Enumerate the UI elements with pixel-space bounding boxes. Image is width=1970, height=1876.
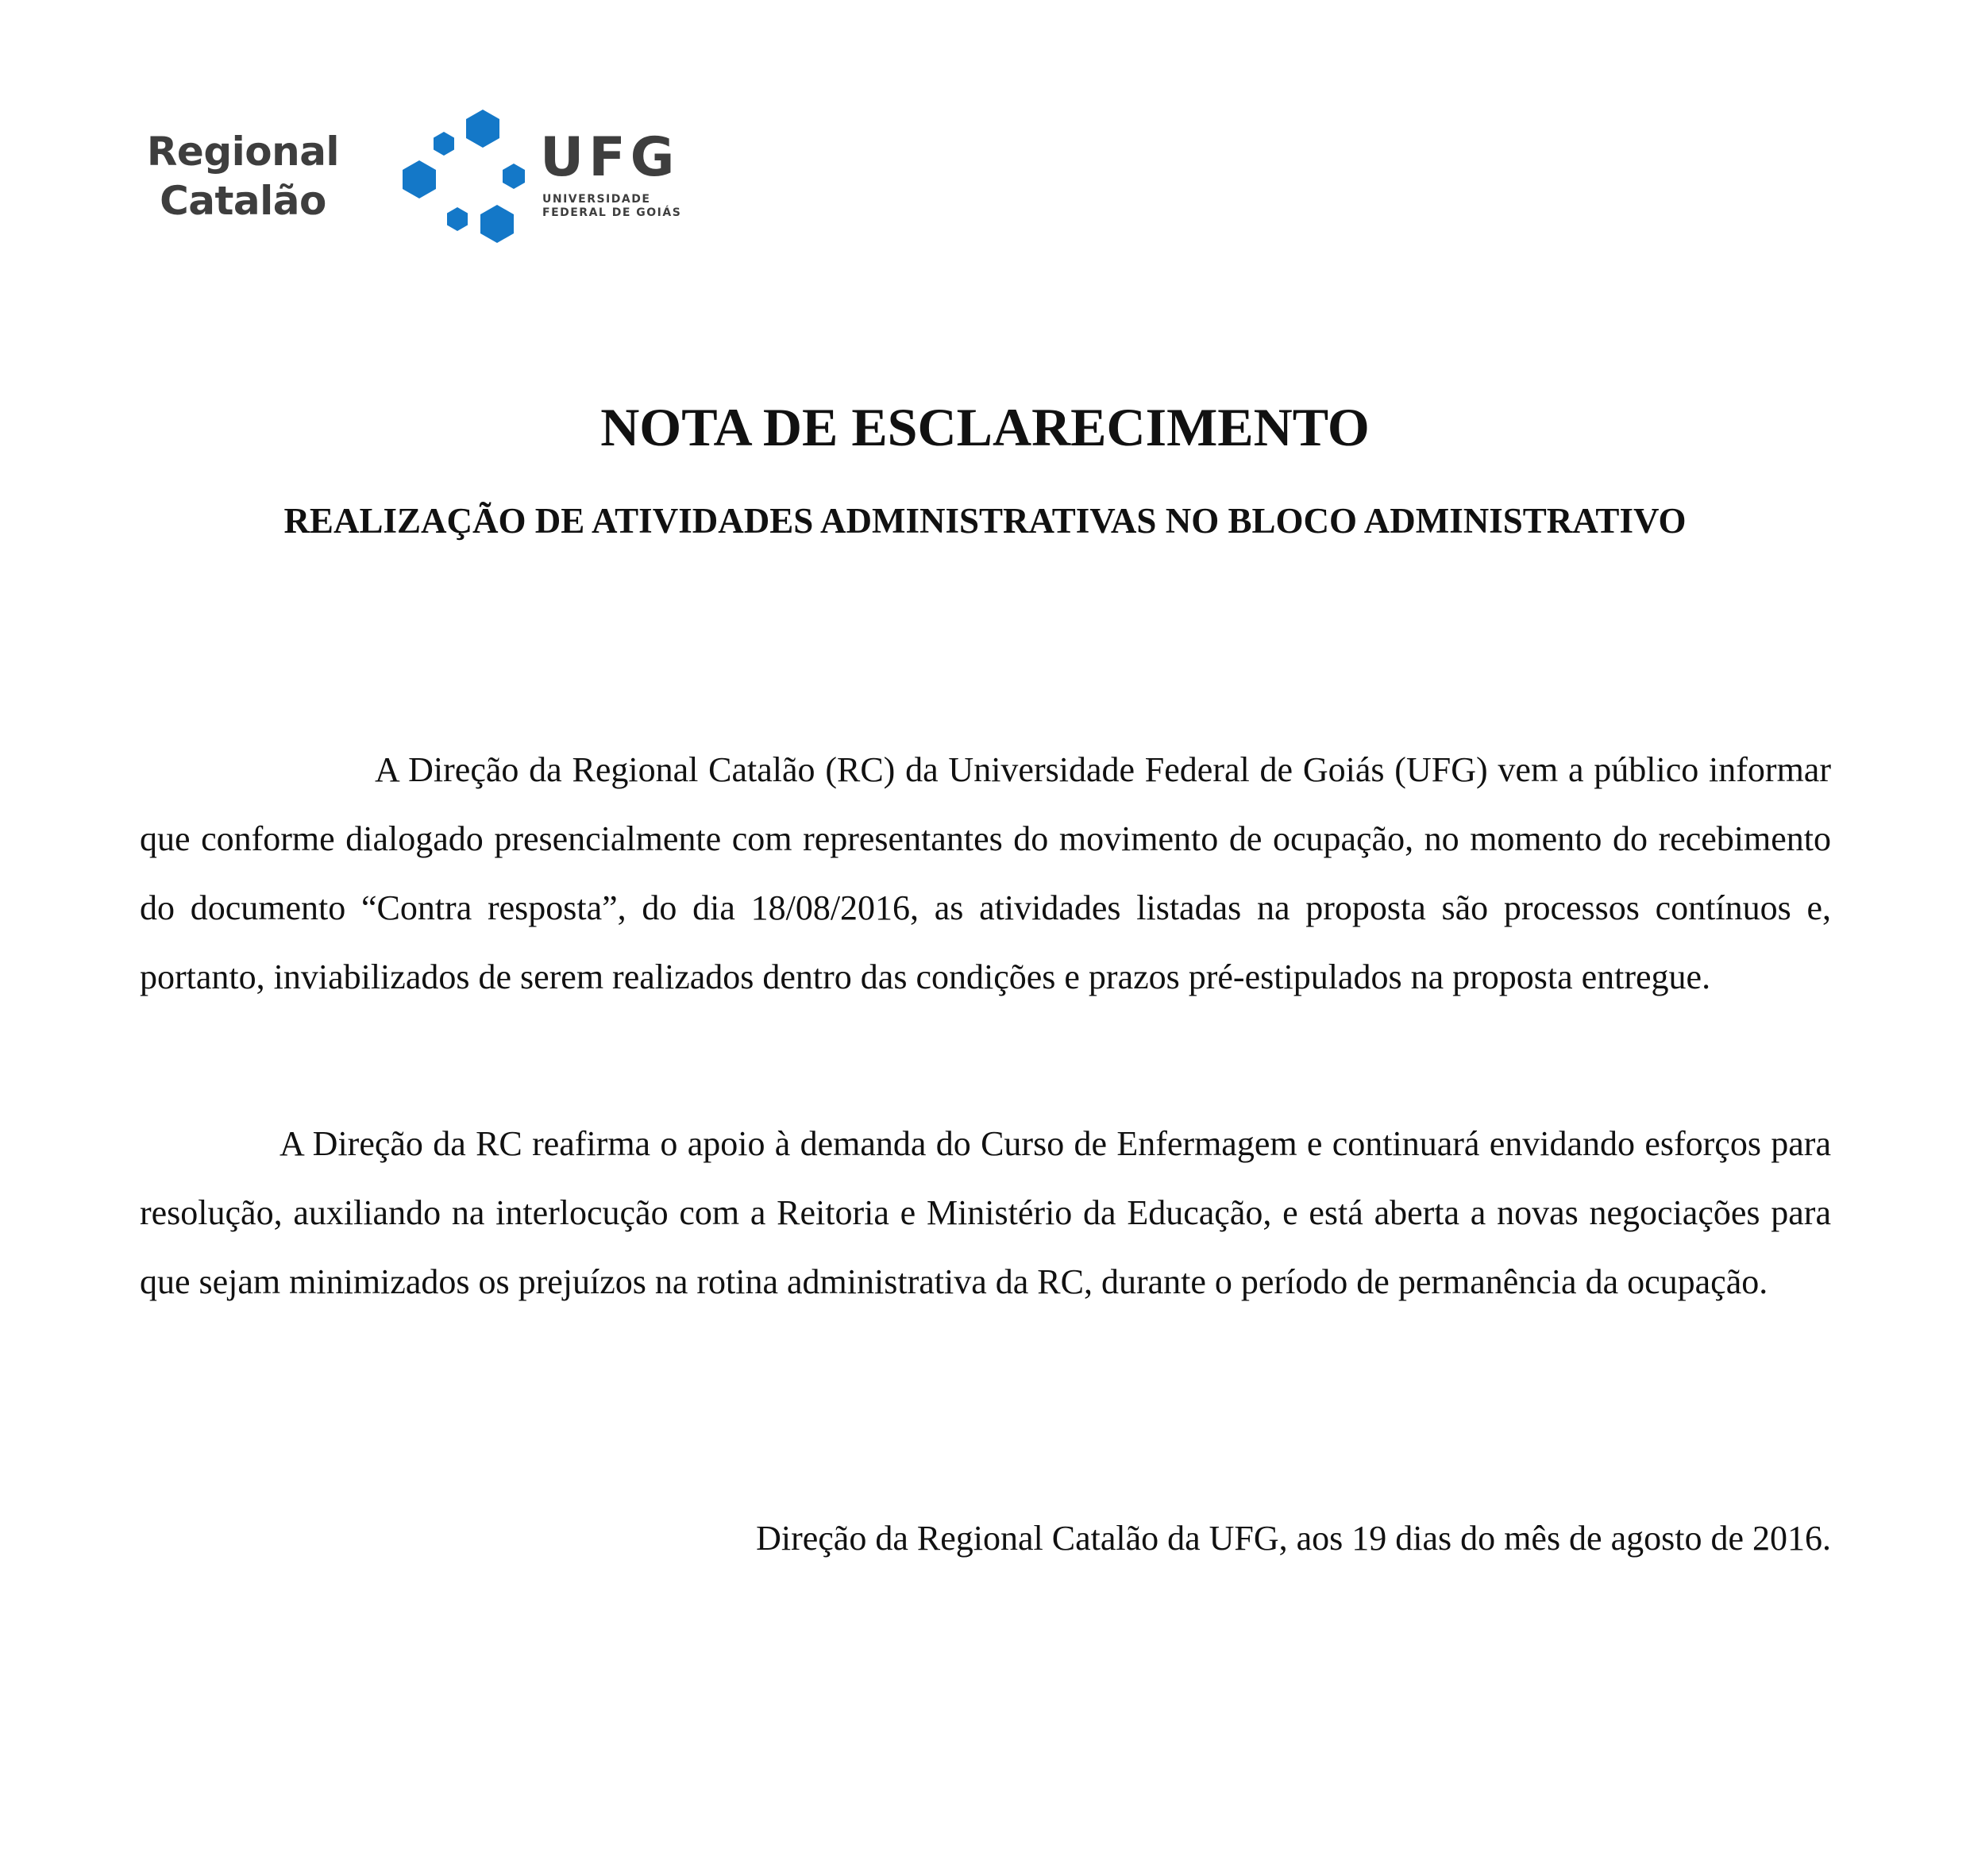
document-subtitle: REALIZAÇÃO DE ATIVIDADES ADMINISTRATIVAS NO BLOCO ADMINISTRATIVO [283,501,1687,541]
ufg-sub-line1: UNIVERSIDADE [542,193,651,206]
ufg-sub-line2: FEDERAL DE GOIÁS [542,206,682,219]
signature-line: Direção da Regional Catalão da UFG, aos 19 dias do mês de agosto de 2016. [756,1519,1831,1558]
regional-catalao-wordmark [140,127,346,225]
ufg-hexagon-icon [402,110,537,248]
regional-line: Regional [146,129,340,175]
ufg-subtitle [542,193,681,220]
body-paragraph-1: A Direção da Regional Catalão (RC) da Universidade Federal de Goiás (UFG) vem a público informar que conforme dialogado presencialmente com representantes do movimento de ocupação, no momento do recebimento do documento “Contra resposta”, do dia 18/08/2016, as atividades listadas na proposta são processos contínuos e, portanto, inviabilizados de serem realizados dentro das condições e prazos pré-estipulados na proposta entregue. [140,750,1831,996]
regional-catalao-ufg-logo [140,110,696,252]
ufg-wordmark: UFG [540,126,680,189]
body-paragraph-2: A Direção da RC reafirma o apoio à demanda do Curso de Enfermagem e continuará envidando esforços para resolução, auxiliando na interlocução com a Reitoria e Ministério da Educação, e está aberta a novas negociações para que sejam minimizados os prejuízos na rotina administrativa da RC, durante o período de permanência da ocupação. [140,1124,1831,1301]
catalao-line: Catalão [160,178,326,224]
document-title: NOTA DE ESCLARECIMENTO [600,397,1370,457]
